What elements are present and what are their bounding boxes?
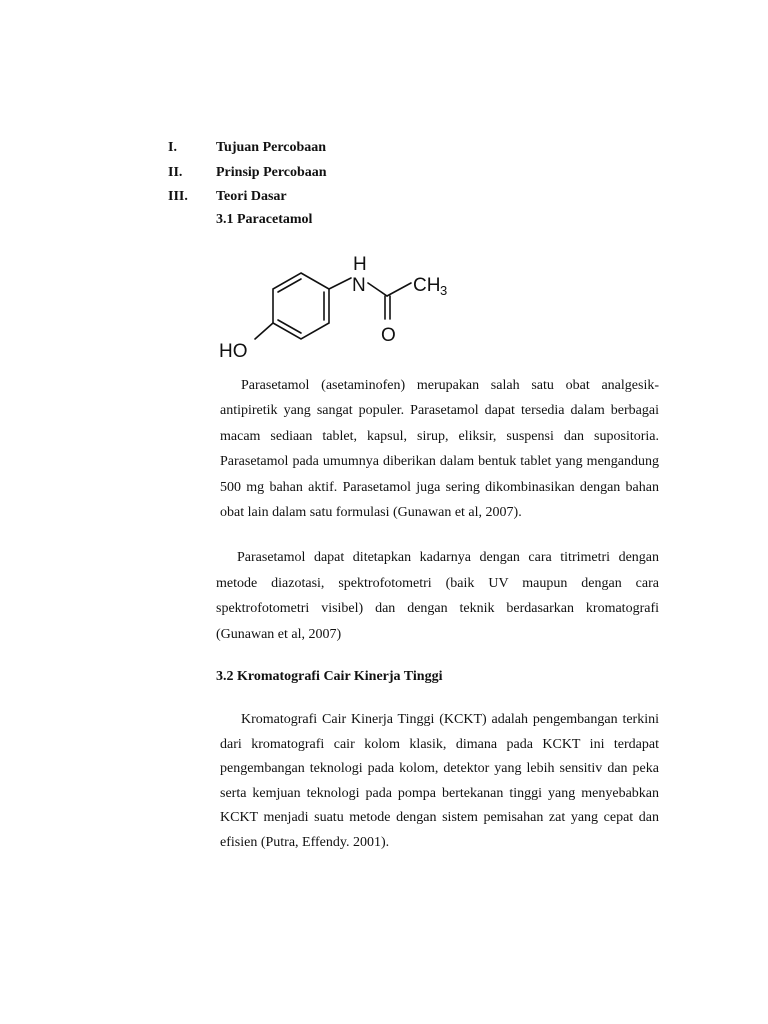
ring-double-bond xyxy=(278,279,301,292)
paragraph-paracetamol-assay xyxy=(216,545,659,647)
paracetamol-structure-diagram xyxy=(212,253,462,363)
outline-title: Teori Dasar xyxy=(216,189,287,204)
paragraph-kckt-description xyxy=(220,708,659,856)
paragraph-text: Kromatografi Cair Kinerja Tinggi (KCKT) adalah pengembangan terkini dari kromatografi cair kolom klasik, dimana pada KCKT ini terdapat pengembangan teknologi pada kolom, detektor yang lebih sensitiv dan peka serta kemjuan teknologi pada pompa bertekanan tinggi yang menyebabkan KCKT menjadi suatu metode dengan sistem pemisahan zat yang cepat dan efisien (Putra, Effendy. 2001). xyxy=(220,712,659,850)
paragraph-text: Parasetamol (asetaminofen) merupakan salah satu obat analgesik-antipiretik yang sangat populer. Parasetamol dapat tersedia dalam berbagai macam sediaan tablet, kapsul, sirup, eliksir, suspensi dan supositoria. Parasetamol pada umumnya diberikan dalam bentuk tablet yang mengandung 500 mg bahan aktif. Parasetamol juga sering dikombinasikan dengan bahan obat lain dalam satu formulasi (Gunawan et al, 2007). xyxy=(220,378,659,521)
c-ch3-bond xyxy=(387,283,411,296)
outline-number: I. xyxy=(168,140,177,155)
outline-number: II. xyxy=(168,164,183,180)
atom-o-label: O xyxy=(381,325,396,346)
ring-double-bond xyxy=(278,320,301,333)
benzene-ring xyxy=(273,273,329,339)
c-n-bond xyxy=(329,278,351,289)
outline-number: III. xyxy=(168,189,188,204)
atom-ho-label: HO xyxy=(219,341,248,362)
atom-n-label: N xyxy=(352,275,366,296)
subsection-heading-3-2: 3.2 Kromatografi Cair Kinerja Tinggi xyxy=(216,669,443,684)
c-o-bond xyxy=(255,323,273,339)
atom-ch3-subscript: 3 xyxy=(440,283,448,298)
outline-title: Prinsip Percobaan xyxy=(216,164,327,180)
n-c-bond xyxy=(368,283,387,296)
paragraph-paracetamol-description xyxy=(220,373,659,525)
atom-h-label: H xyxy=(353,254,367,275)
atom-ch3-label: CH xyxy=(413,275,441,296)
subsection-heading-3-1: 3.1 Paracetamol xyxy=(216,212,313,227)
paragraph-text: Parasetamol dapat ditetapkan kadarnya dengan cara titrimetri dengan metode diazotasi, spektrofotometri (baik UV maupun dengan cara spektrofotometri visibel) dan dengan teknik berdasarkan kromatografi (Gunawan et al, 2007) xyxy=(216,550,659,642)
outline-title: Tujuan Percobaan xyxy=(216,140,327,155)
